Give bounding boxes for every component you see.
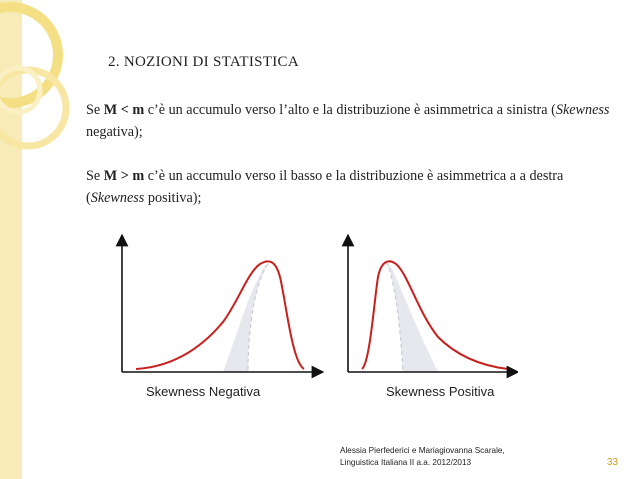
mean-symbol: M (103, 102, 118, 118)
footer-course: Linguistica Italiana II a.a. 2012/2013 (340, 458, 472, 467)
footer-authors: Alessia Pierfederici e Mariagiovanna Scarale, (340, 446, 505, 455)
label-skewness-negativa: Skewness Negativa (146, 384, 261, 399)
negative-skew-plot (122, 240, 318, 372)
text: negativa); (86, 124, 143, 140)
paragraph-negative-skew (86, 99, 616, 143)
text: c’è un accumulo verso il basso e la distribuzione è asimmetrica a a destra ( (86, 168, 564, 206)
skewed-curve (136, 261, 304, 369)
median-symbol: m (132, 168, 145, 184)
slide-title: 2. NOZIONI DI STATISTICA (108, 54, 299, 70)
text: positiva); (144, 190, 202, 206)
page-number: 33 (606, 457, 618, 468)
decorative-circles (0, 0, 75, 479)
median-symbol: m (132, 102, 145, 118)
skewness-term: Skewness (90, 190, 145, 206)
footer (340, 445, 505, 469)
skewed-curve (362, 261, 508, 369)
skewness-figure (108, 232, 518, 402)
paragraph-positive-skew (86, 165, 616, 209)
shaded-area (386, 262, 438, 372)
text: Se (86, 102, 104, 118)
label-skewness-positiva: Skewness Positiva (386, 384, 495, 399)
text: Se (86, 168, 104, 184)
operator: > (117, 168, 133, 184)
text: c’è un accumulo verso l’alto e la distribuzione è asimmetrica a sinistra ( (144, 102, 556, 118)
positive-skew-plot (348, 240, 513, 372)
operator: < (117, 102, 133, 118)
skewness-term: Skewness (555, 102, 610, 118)
mean-symbol: M (103, 168, 118, 184)
shaded-area (223, 264, 268, 372)
